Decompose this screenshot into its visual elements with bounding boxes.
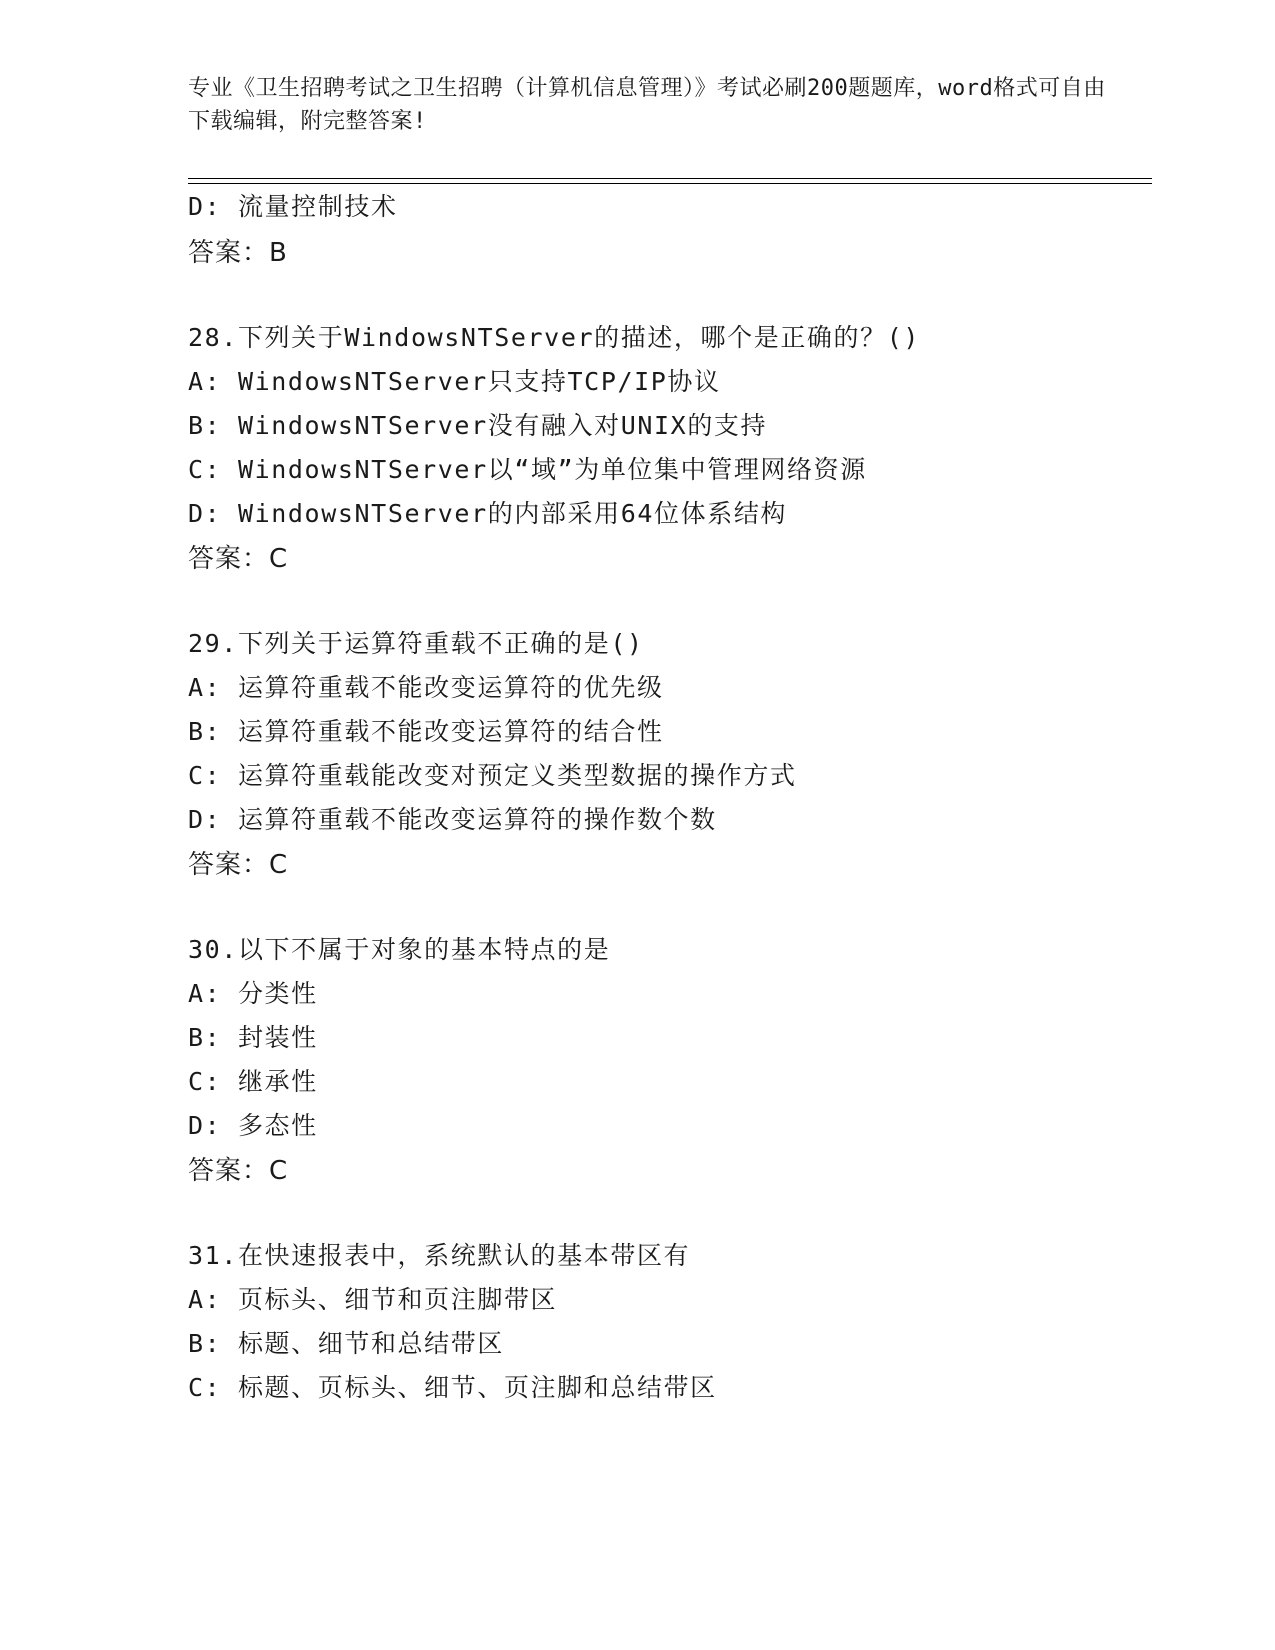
question-30-option-c: C: 继承性 bbox=[188, 1067, 318, 1096]
question-30-option-d: D: 多态性 bbox=[188, 1111, 318, 1140]
question-28-option-a: A: WindowsNTServer只支持TCP/IP协议 bbox=[188, 367, 721, 396]
question-29-option-a: A: 运算符重载不能改变运算符的优先级 bbox=[188, 673, 664, 702]
carryover-option-d: D: 流量控制技术 bbox=[188, 192, 398, 221]
question-31-option-a: A: 页标头、细节和页注脚带区 bbox=[188, 1285, 558, 1314]
question-29-option-b: B: 运算符重载不能改变运算符的结合性 bbox=[188, 717, 664, 746]
question-28-text: 28.下列关于WindowsNTServer的描述，哪个是正确的？() bbox=[188, 323, 921, 352]
question-28-answer: 答案：C bbox=[188, 544, 289, 574]
question-29-option-d: D: 运算符重载不能改变运算符的操作数个数 bbox=[188, 805, 717, 834]
question-31-option-c: C: 标题、页标头、细节、页注脚和总结带区 bbox=[188, 1373, 717, 1402]
question-31-option-b: B: 标题、细节和总结带区 bbox=[188, 1329, 504, 1358]
question-30-answer: 答案：C bbox=[188, 1156, 289, 1186]
question-29-option-c: C: 运算符重载能改变对预定义类型数据的操作方式 bbox=[188, 761, 797, 790]
header-divider-top bbox=[188, 178, 1152, 179]
question-30-option-a: A: 分类性 bbox=[188, 979, 318, 1008]
header-divider-bottom bbox=[188, 183, 1152, 184]
question-31-text: 31.在快速报表中，系统默认的基本带区有 bbox=[188, 1241, 691, 1270]
question-28-option-d: D: WindowsNTServer的内部采用64位体系结构 bbox=[188, 499, 788, 528]
question-29-text: 29.下列关于运算符重载不正确的是() bbox=[188, 629, 644, 658]
question-30-option-b: B: 封装性 bbox=[188, 1023, 318, 1052]
question-28-option-b: B: WindowsNTServer没有融入对UNIX的支持 bbox=[188, 411, 768, 440]
question-28-option-c: C: WindowsNTServer以“域”为单位集中管理网络资源 bbox=[188, 455, 867, 484]
carryover-answer: 答案：B bbox=[188, 238, 288, 268]
question-29-answer: 答案：C bbox=[188, 850, 289, 880]
document-header: 专业《卫生招聘考试之卫生招聘（计算机信息管理）》考试必刷200题题库，word格式可自由下载编辑，附完整答案! bbox=[188, 76, 1106, 134]
question-30-text: 30.以下不属于对象的基本特点的是 bbox=[188, 935, 611, 964]
